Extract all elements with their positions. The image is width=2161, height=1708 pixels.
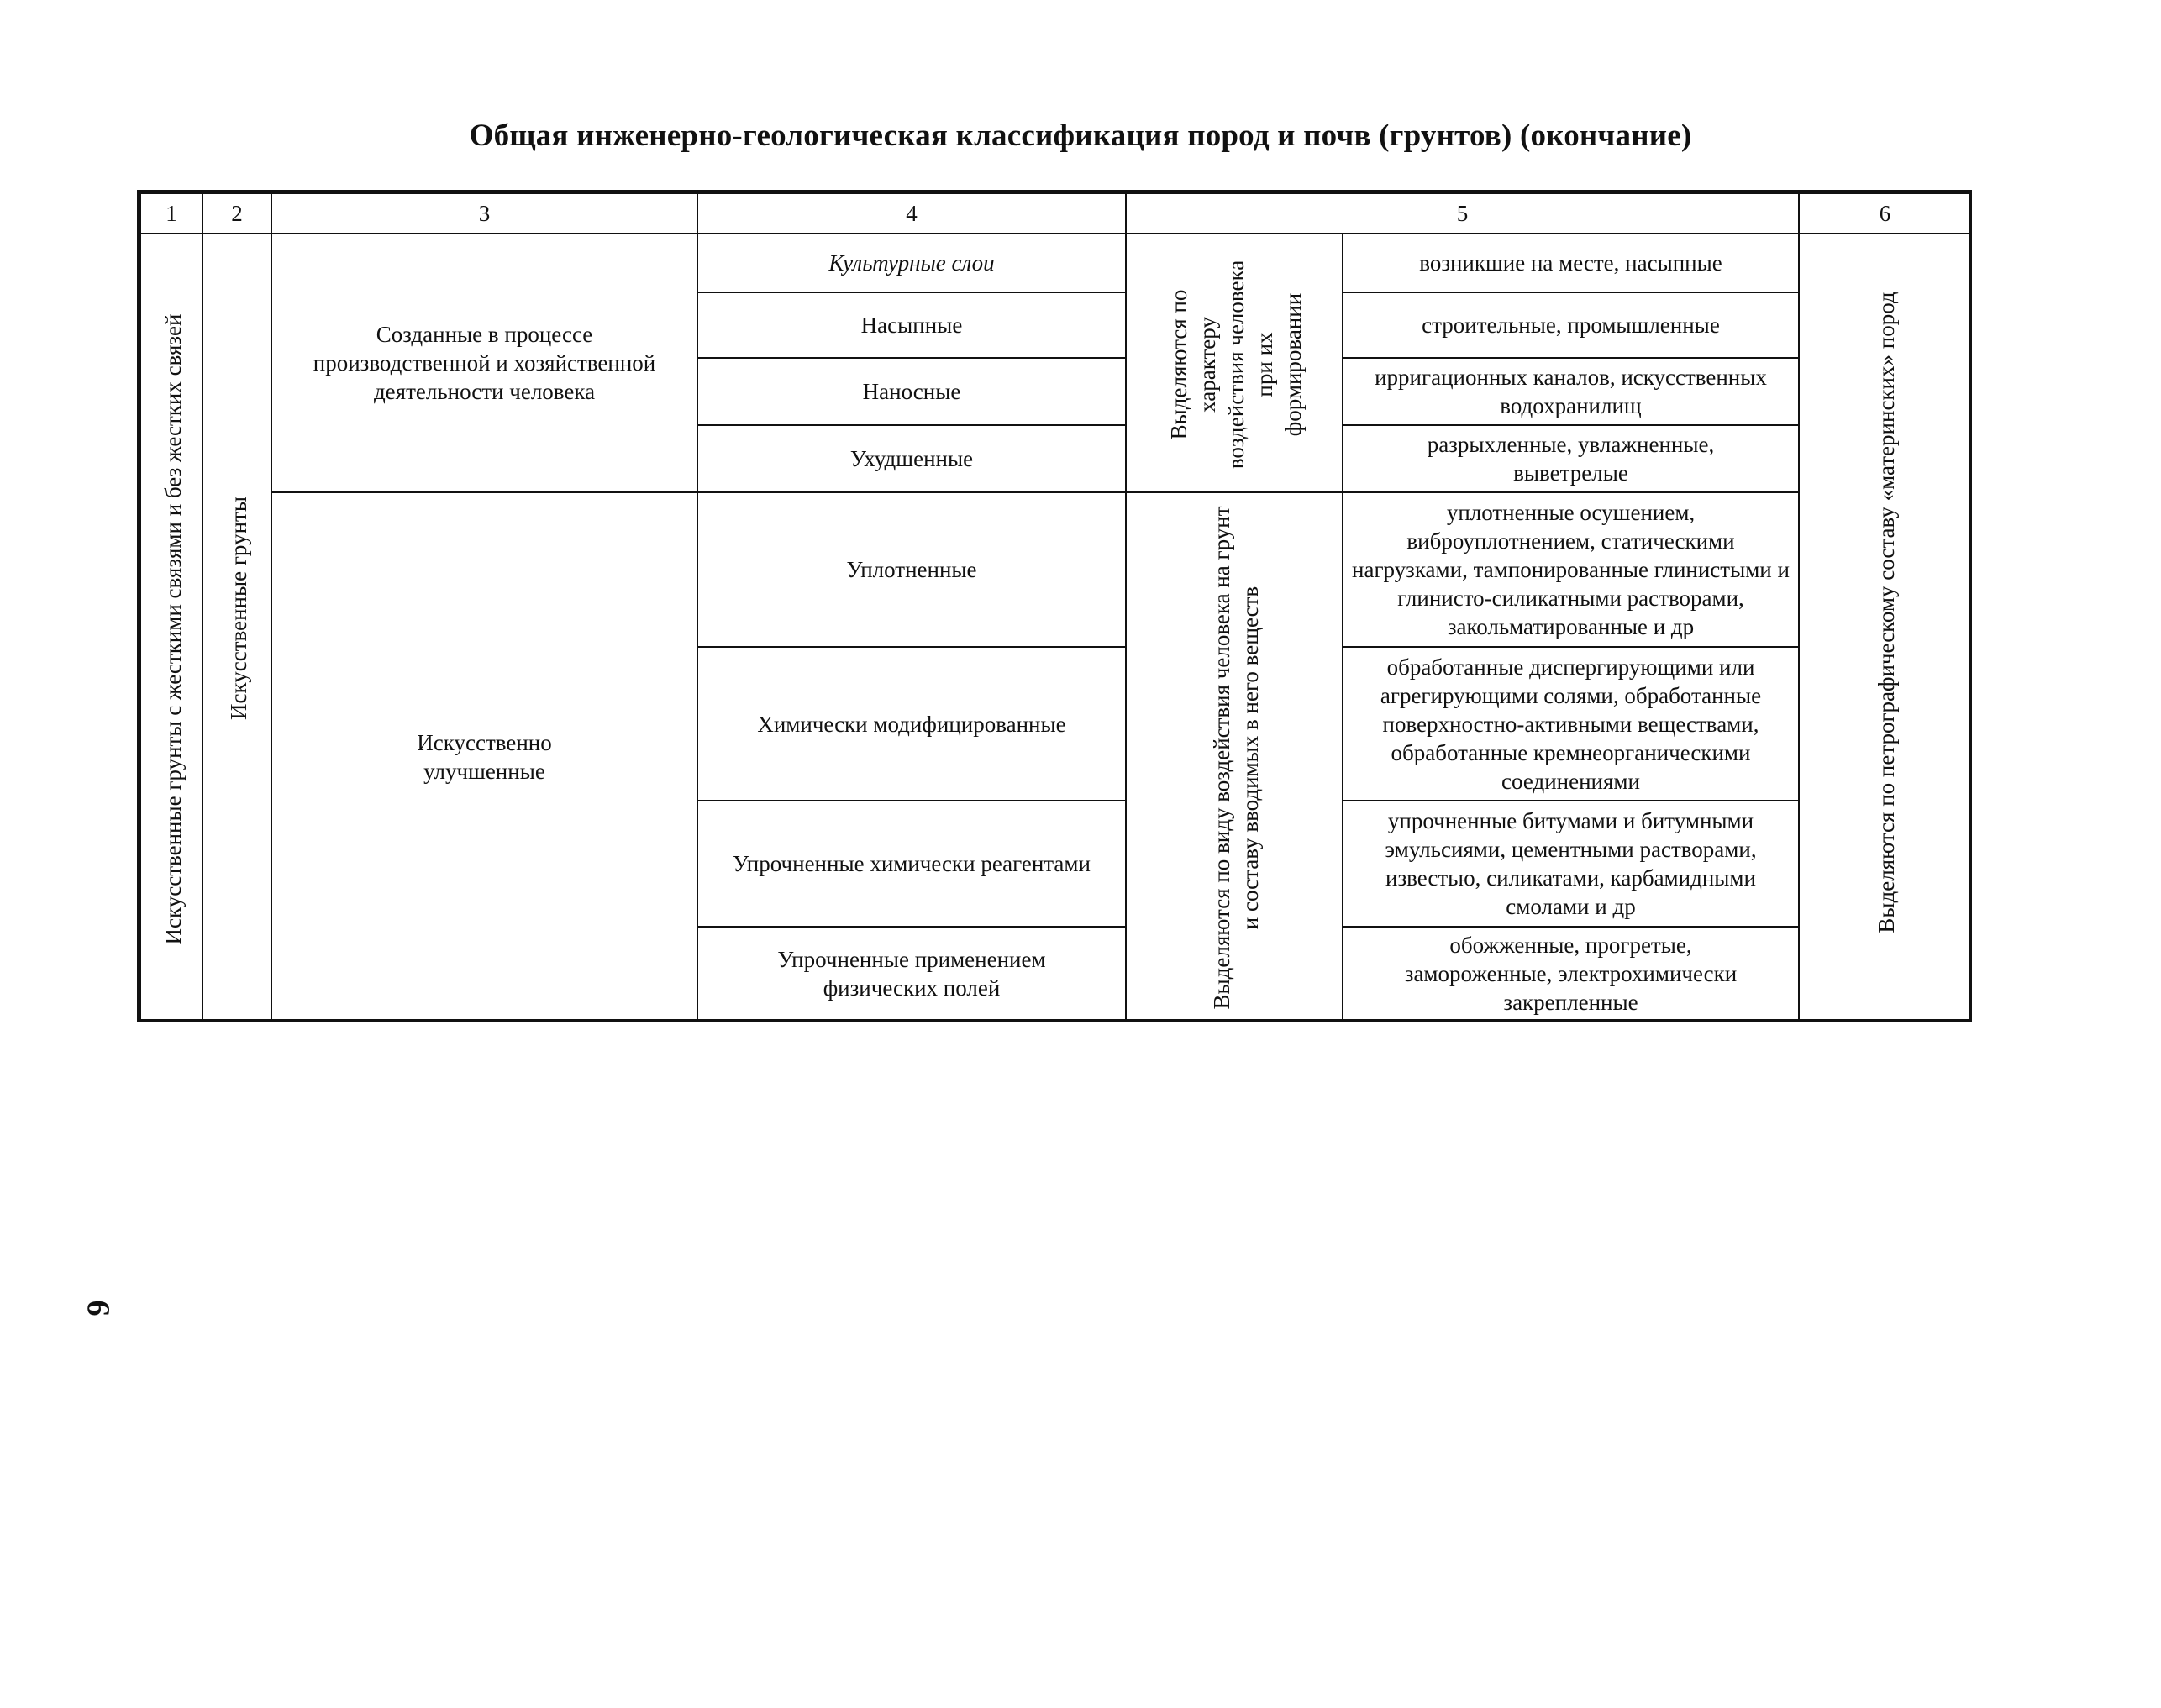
col2-class-text: Искусственные грунты xyxy=(226,497,251,720)
type-bulk: Насыпные xyxy=(697,292,1127,359)
header-col-3: 3 xyxy=(271,192,698,234)
type-degraded: Ухудшенные xyxy=(697,424,1127,493)
header-col-1: 1 xyxy=(139,192,203,234)
page-number: 9 xyxy=(81,1300,117,1316)
desc-cultural-layers: возникшие на месте, насыпные xyxy=(1342,233,1800,293)
desc-chemically-modified: обработанные диспергирующими или агрегирующими солями, обработанные поверхностно-активными веществами, обработанные кремнеорганическими соединениями xyxy=(1342,646,1800,801)
desc-bulk: строительные, промышленные xyxy=(1342,292,1800,359)
desc-degraded: разрыхленные, увлажненные, выветрелые xyxy=(1342,424,1800,493)
header-col-4: 4 xyxy=(697,192,1127,234)
col5-criterion-a-text: Выделяются по характеру воздействия человека при их формировании xyxy=(1166,260,1306,470)
desc-alluvial: ирригационных каналов, искусственных водохранилищ xyxy=(1342,357,1800,426)
desc-chemically-strengthened: упрочненные битумами и битумными эмульсиями, цементными растворами, известью, силикатами, карбамидными смолами и др xyxy=(1342,800,1800,928)
desc-compacted: уплотненные осушением, виброуплотнением, статическими нагрузками, тампонированные глинистыми и глинисто-силикатными растворами, закольматированные и др xyxy=(1342,491,1800,648)
document-title: Общая инженерно-геологическая классификация пород и почв (грунтов) (окончание) xyxy=(469,118,1692,153)
col3-group-a: Созданные в процессе производственной и хозяйственной деятельности человека xyxy=(271,233,698,493)
col3-group-b: Искусственно улучшенные xyxy=(271,491,698,1022)
col1-category-text: Искусственные грунты с жесткими связями и без жестких связей xyxy=(160,313,186,945)
type-cultural-layers: Культурные слои xyxy=(697,233,1127,293)
header-col-2: 2 xyxy=(202,192,272,234)
type-alluvial: Наносные xyxy=(697,357,1127,426)
col5-criterion-b-text: Выделяются по виду воздействия человека на грунт и составу вводимых в него веществ xyxy=(1209,506,1263,1010)
header-col-5: 5 xyxy=(1125,192,1800,234)
col5-criterion-a-cell xyxy=(1125,233,1343,493)
col1-category-cell xyxy=(139,233,203,1022)
col6-criterion-text: Выделяются по петрографическому составу «материнских» пород xyxy=(1874,292,1899,933)
type-chemically-strengthened: Упрочненные химически реагентами xyxy=(697,800,1127,928)
desc-physically-strengthened: обожженные, прогретые, замороженные, электрохимически закрепленные xyxy=(1342,926,1800,1022)
classification-table xyxy=(137,190,1972,1022)
header-col-6: 6 xyxy=(1798,192,1972,234)
col5-criterion-b-cell xyxy=(1125,491,1343,1022)
col2-class-cell xyxy=(202,233,272,1022)
type-compacted: Уплотненные xyxy=(697,491,1127,648)
type-chemically-modified: Химически модифицированные xyxy=(697,646,1127,801)
col6-criterion-cell xyxy=(1798,233,1972,1022)
type-physically-strengthened: Упрочненные применением физических полей xyxy=(697,926,1127,1022)
